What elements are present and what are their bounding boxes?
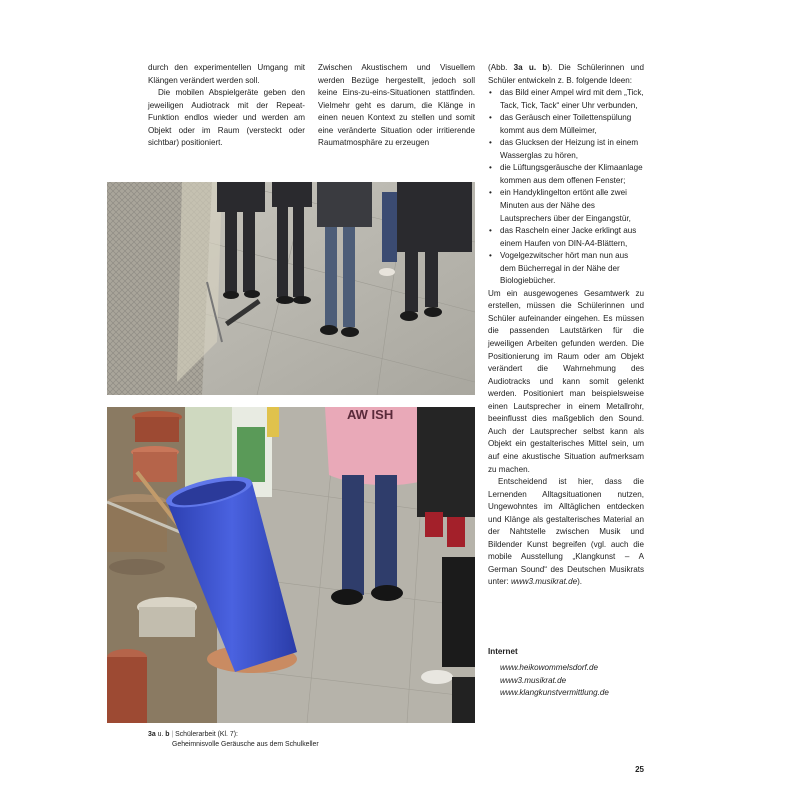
text: ).	[577, 577, 583, 587]
caption-text: Schülerarbeit (Kl. 7):	[175, 731, 238, 738]
url-link[interactable]: www3.musikrat.de	[510, 577, 578, 587]
url-link[interactable]: www3.musikrat.de	[500, 675, 567, 685]
photo-image	[107, 182, 475, 395]
photo-students-fence	[107, 182, 475, 395]
figure-label-conj: u.	[155, 731, 166, 738]
url-link[interactable]: www.heikowommelsdorf.de	[500, 662, 599, 672]
paragraph: Zwischen Akustischem und Visuellem werden Bezüge hergestellt, jedoch soll keine Eins-zu-eins-Situationen stattfinden. Vielmehr geht es darum, die Klänge in einen neuen Kontext zu stellen und somit eine veränderte Situation oder irritierende Raumatmosphäre zu erzeugen	[318, 63, 475, 148]
photo-blue-bucket-pots	[107, 407, 475, 723]
paragraph: Um ein ausgewogenes Gesamtwerk zu erstellen, müssen die Schülerinnen und Schüler aufeinander eingehen. Es müssen die passenden Lautstärken für die jeweiligen Arbeiten gefunden werden. Die Positionierung im Raum oder am Objekt verändert die Wahrnehmung des Audiotracks und kann somit gelenkt werden. Positioniert man beispielsweise einen Lautsprecher in einem Metallrohr, beeinflusst dies maßgeblich den Sound. Auch der Lautsprecher selbst kann als Objekt ein gestalterisches Mittel sein, um auf eine akustische Situation aufmerksam zu machen.	[488, 288, 644, 474]
list-item: • Vogelgezwitscher hört man nun aus dem Bücherregal in der Nähe der Biologiebücher.	[488, 250, 644, 288]
paragraph: durch den experimentellen Umgang mit Klängen verändert werden soll.	[148, 63, 305, 85]
internet-heading: Internet	[488, 647, 518, 656]
caption-separator: |	[169, 731, 176, 738]
list-item: • das Rascheln einer Jacke erklingt aus einem Haufen von DIN-A4-Blättern,	[488, 225, 644, 250]
paragraph-intro	[488, 62, 644, 87]
figure-reference: 3a u. b	[513, 63, 548, 72]
list-item: • die Lüftungsgeräusche der Klimaanlage kommen aus dem offenen Fenster;	[488, 162, 644, 187]
list-item: • das Geräusch einer Toilettenspülung kommt aus dem Mülleimer,	[488, 112, 644, 137]
internet-links-block	[488, 646, 644, 700]
caption-line-2: Geheimnisvolle Geräusche aus dem Schulkeller	[172, 740, 319, 748]
text-column-1	[148, 62, 305, 150]
page-number: 25	[635, 765, 644, 774]
text: ). Die Schülerinnen und Schüler entwickeln z. B. folgende Ideen:	[488, 63, 645, 85]
caption-line-1	[148, 730, 448, 740]
paragraph: Die mobilen Abspielgeräte geben den jeweiligen Audiotrack mit der Repeat-Funktion endlos wieder und werden am Objekt oder im Raum (versteckt oder sichtbar) positioniert.	[148, 88, 305, 148]
text-column-3	[488, 62, 644, 589]
sweatshirt-text: AW ISH	[347, 407, 394, 422]
idea-list	[488, 87, 644, 288]
figure-label-b: b	[165, 731, 170, 738]
list-item: • das Glucksen der Heizung ist in einem Wasserglas zu hören,	[488, 137, 644, 162]
text-column-2	[318, 62, 475, 150]
url-link[interactable]: www.klangkunstvermittlung.de	[500, 688, 609, 698]
text: (Abb.	[488, 63, 508, 72]
list-item: • das Bild einer Ampel wird mit dem „Tick, Tack, Tick, Tack“ einer Uhr verbunden,	[488, 87, 644, 112]
figure-label-a: 3a	[148, 731, 156, 738]
paragraph	[488, 476, 644, 589]
list-item: • ein Handyklingelton ertönt alle zwei Minuten aus der Nähe des Lautsprechers über der Eingangstür,	[488, 187, 644, 225]
photo-image	[107, 407, 475, 723]
figure-caption	[148, 730, 448, 749]
text: Entscheidend ist hier, dass die Lernenden Alltagsituationen nutzen, Ungewohntes im Alltäglichen entdecken und Klänge als gestalterisches Material an der Nahtstelle zwischen Musik und Bildender Kunst begreifen (vgl. auch die mobile Ausstellung „Klangkunst – A German Sound“ des Deutschen Musikrats unter:	[488, 477, 644, 587]
